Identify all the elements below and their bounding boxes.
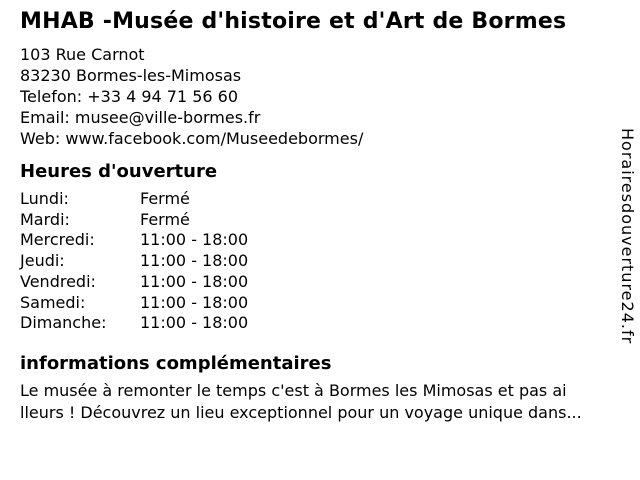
contact-block [20,44,363,149]
hours-time-value: 11:00 - 18:00 [140,313,249,333]
info-text-line-2: lleurs ! Découvrez un lieu exceptionnel pour un voyage unique dans... [20,403,582,422]
hours-time-value: Fermé [140,209,190,229]
hours-row-tuesday [20,210,248,231]
opening-hours-heading: Heures d'ouverture [20,161,218,182]
hours-day-label: Samedi: [20,292,86,312]
hours-day-label: Dimanche: [20,313,107,333]
hours-row-saturday [20,293,248,314]
hours-row-wednesday [20,230,248,251]
phone-line: Telefon: +33 4 94 71 56 60 [20,87,239,106]
hours-time-value: 11:00 - 18:00 [140,271,249,291]
web-line: Web: www.facebook.com/Museedebormes/ [20,129,364,148]
hours-row-monday [20,189,248,210]
info-text-line-1: Le musée à remonter le temps c'est à Bormes les Mimosas et pas ai [20,381,567,400]
additional-info-text [20,380,610,424]
email-line: Email: musee@ville-bormes.fr [20,108,261,127]
hours-time-value: 11:00 - 18:00 [140,230,249,250]
hours-row-sunday [20,313,248,334]
hours-day-label: Mercredi: [20,230,95,250]
additional-info-heading: informations complémentaires [20,353,332,374]
hours-time-value: 11:00 - 18:00 [140,292,249,312]
hours-day-label: Lundi: [20,189,69,208]
opening-hours-table [20,189,248,334]
hours-row-thursday [20,251,248,272]
hours-row-friday [20,272,248,293]
hours-day-label: Vendredi: [20,271,96,291]
address-line-2: 83230 Bormes-les-Mimosas [20,66,242,85]
address-line-1: 103 Rue Carnot [20,45,145,64]
hours-day-label: Mardi: [20,209,70,229]
site-watermark: Horairesdouverture24.fr [618,128,637,345]
hours-time-value: Fermé [140,189,190,208]
hours-time-value: 11:00 - 18:00 [140,251,249,271]
page-title: MHAB -Musée d'histoire et d'Art de Bormes [20,9,567,34]
hours-day-label: Jeudi: [20,251,65,271]
